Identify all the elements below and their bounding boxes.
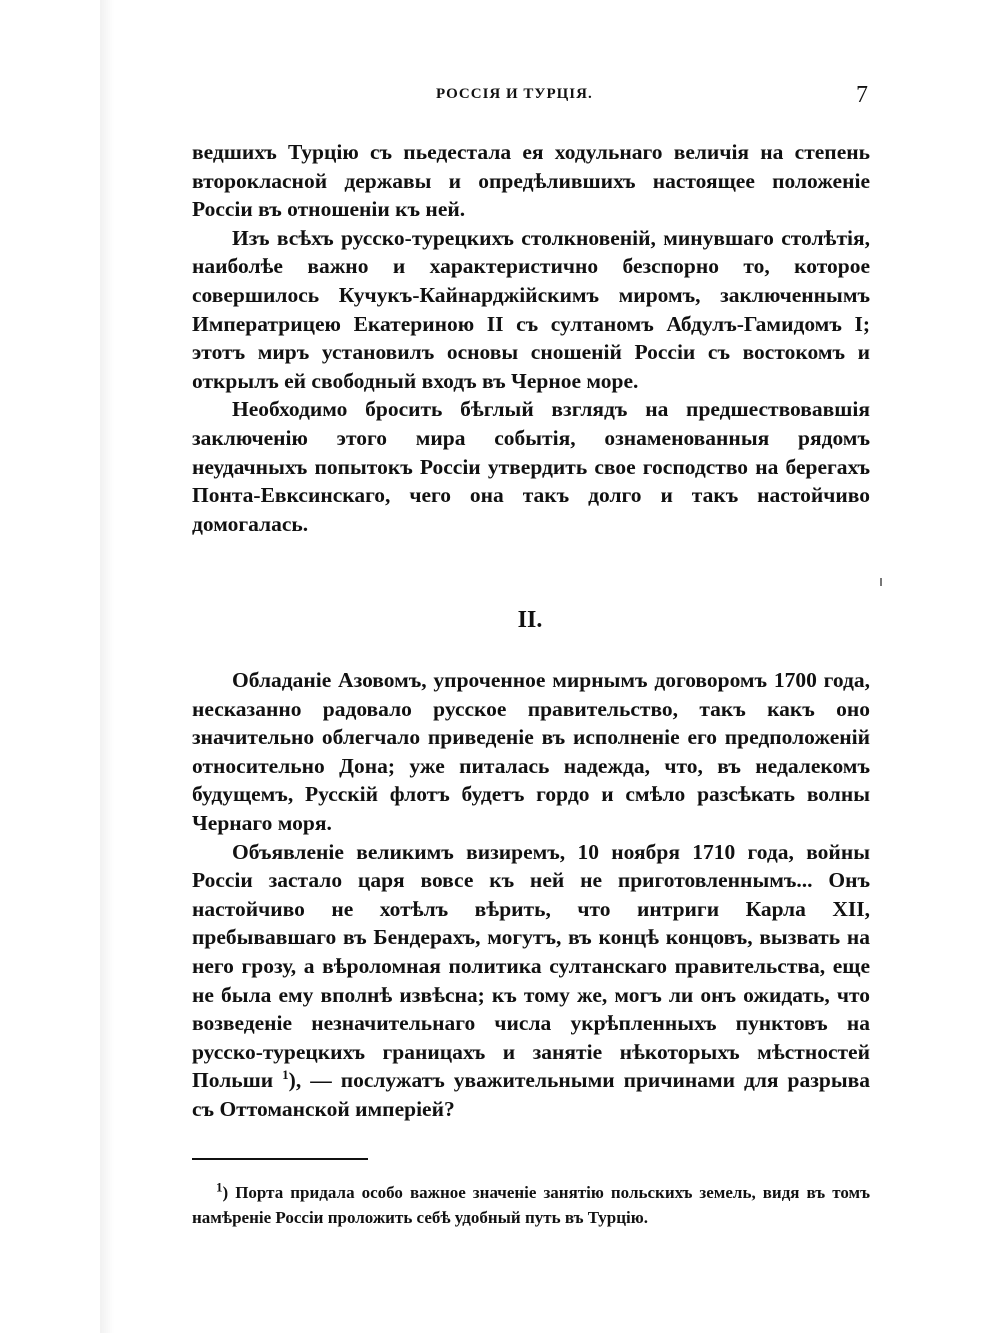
paragraph: Обладаніе Азовомъ, упроченное мирнымъ договоромъ 1700 года, несказанно радовало русское правительство, такъ какъ оно значительно облегчало приведеніе въ исполненіе его предположеній относительно Дона; уже питалась надежда, что, въ недалекомъ будущемъ, Русскій флотъ будетъ гордо и смѣло разсѣкать волны Чернаго моря.: [192, 668, 870, 835]
paragraph-tail: ), — послужатъ уважительными причинами для разрыва съ Оттоманской имперіей?: [192, 1068, 871, 1121]
footnote-marker-close: ): [222, 1183, 229, 1202]
footnote-text: Порта придала особо важное значеніе занятію польскихъ земель, видя въ томъ намѣреніе Россіи проложить себѣ удобный путь въ Турцію.: [192, 1183, 870, 1227]
section-heading: II.: [517, 607, 543, 633]
footnote-divider: [192, 1158, 368, 1160]
running-title: РОССІЯ И ТУРЦІЯ.: [436, 86, 593, 102]
page-gutter-shadow: [100, 0, 114, 1333]
paragraph-body: Объявленіе великимъ визиремъ, 10 ноября 1710 года, войны Россіи застало царя вовсе къ ней не приготовленнымъ... Онъ настойчиво не хотѣлъ вѣрить, что интриги Карла XII, пребывавшаго въ Бендерахъ, могутъ, въ концѣ концовъ, вызвать на него грозу, а вѣроломная политика султанскаго правительства, еще не была ему вполнѣ извѣсна; къ тому же, могъ ли онъ ожидать, что возведеніе незначительнаго числа укрѣпленныхъ пунктовъ на русско-турецкихъ границахъ и занятіе нѣкоторыхъ мѣстностей Польши: [192, 839, 870, 1093]
section-two-text: [192, 666, 870, 1124]
paragraph: ведшихъ Турцію съ пьедестала ея ходульнаго величія на степень второкласной державы и опредѣлившихъ настоящее положеніе Россіи въ отношеніи къ ней.: [192, 140, 870, 222]
section-one-text: [192, 138, 870, 538]
paragraph-with-footnote: [192, 838, 870, 1124]
page-number: 7: [856, 82, 868, 108]
footnote-reference[interactable]: 1: [282, 1067, 289, 1083]
paragraph: Необходимо бросить бѣглый взглядъ на предшествовавшія заключенію этого мира событія, ознаменованныя рядомъ неудачныхъ попытокъ Россіи утвердить свое господство на берегахъ Понта-Евксинскаго, чего она такъ долго и такъ настойчиво домогалась.: [192, 397, 870, 536]
paragraph: Изъ всѣхъ русско-турецкихъ столкновеній, минувшаго столѣтія, наиболѣе важно и характеристично безспорно то, которое совершилось Кучукъ-Кайнарджійскимъ миромъ, заключеннымъ Императрицею Екатериною II съ султаномъ Абдулъ-Гамидомъ I; этотъ миръ установилъ основы сношеній Россіи съ востокомъ и открылъ ей свободный входъ въ Черное море.: [192, 225, 870, 393]
footnote: [192, 1180, 870, 1230]
footnote-marker: 1: [216, 1179, 223, 1195]
scan-speck: [880, 578, 882, 586]
